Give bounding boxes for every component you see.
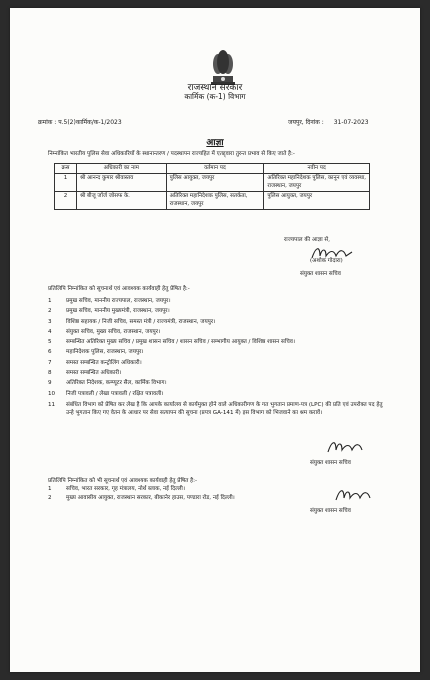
by-order-text: राज्यपाल की आज्ञा से, [284, 237, 330, 243]
list-item: 8 समस्त सम्बन्धित अधिकारी। [48, 370, 122, 377]
copy-intro-text: प्रतिलिपि निम्नांकित को भी सूचनार्थ एवं आवश्यक कार्यवाही हेतु प्रेषित है:- [48, 478, 197, 484]
list-item: 4 संयुक्त सचिव, मुख्य सचिव, राजस्थान, जयपुर। [48, 328, 161, 335]
table-row [55, 174, 370, 192]
table-header-row [55, 164, 370, 174]
order-date: 31-07-2023 [333, 119, 369, 126]
order-intro: निम्नांकित भारतीय पुलिस सेवा अधिकारियों के स्थानान्तरण / पदस्थापन राज्यहित में एतद्द्वारा तुरन्त प्रभाव से किए जाते है:- [48, 151, 295, 157]
list-item: 2 मुख्य आवासीय आयुक्त, राजस्थान सरकार, बीकानेर हाउस, पण्डारा रोड, नई दिल्ली। [48, 494, 235, 501]
signatory-designation: संयुक्त शासन सचिव [310, 460, 351, 466]
order-number: क्रमांक : प.5(2)कार्मिक/क-1/2023 [38, 119, 122, 126]
table-cell: पुलिस आयुक्त, जयपुर [166, 174, 264, 192]
list-item: 5 सम्बन्धित अतिरिक्त मुख्य सचिव / प्रमुख शासन सचिव / शासन सचिव / सम्भागीय आयुक्त / विशिष्ठ शासन सचिव। [48, 339, 296, 346]
column-header: क्रस [55, 164, 77, 174]
column-header: अधिकारी का नाम [76, 164, 166, 174]
signatory-name: (अशोक गोदारा) [310, 258, 343, 264]
government-name: राजस्थान सरकार [187, 83, 243, 93]
table-cell: अतिरिक्त महानिदेशक पुलिस, कानून एवं व्यवस्था, राजस्थान, जयपुर [264, 174, 370, 192]
list-item: 1 प्रमुख सचिव, माननीय राज्यपाल, राजस्थान, जयपुर। [48, 298, 171, 304]
copy-list-intro [48, 284, 190, 292]
list-item: 11 संबंधित विभाग को प्रेषित कर लेख है कि आपके कार्यालय से कार्यमुक्त होने वाले अधिकारीगण के गत भुगतान प्रमाण-पत्र (LPC) की प्रति एवं उपरोक्त पद हेतु उन्हे भुगतान किए गए वेतन के आधार पर सेवा सत्यापन की सूचना (प्रपत्र GA-141 में) इस विभाग को भिजवाने का श्रम करावें। [48, 401, 383, 417]
department-name: कार्मिक (क-1) विभाग [184, 92, 246, 101]
table-cell: पुलिस आयुक्त, जयपुर [264, 192, 370, 210]
copy-intro-text: प्रतिलिपि निम्नांकित को सूचनार्थ एवं आवश्यक कार्यवाही हेतु प्रेषित है:- [48, 286, 190, 292]
place-date-label: जयपुर, दिनांक : [288, 119, 324, 126]
transfer-table [54, 163, 370, 210]
list-item: 6 महानिदेशक पुलिस, राजस्थान, जयपुर। [48, 349, 144, 356]
list-item: 7 समस्त सम्बन्धित कन्ट्रोलिंग अधिकारी। [48, 359, 142, 366]
copy-list [48, 298, 388, 417]
table-cell: 1 [55, 174, 77, 192]
column-header: वर्तमान पद [166, 164, 264, 174]
table-cell: श्री बीजू जॉर्ज जोसफ के. [76, 192, 166, 210]
list-item: 9 अतिरिक्त निदेशक, कम्प्यूटर सैल, कार्मिक विभाग। [48, 380, 167, 387]
list-item: 2 प्रमुख सचिव, माननीय मुख्यमंत्री, राजस्थान, जयपुर। [48, 308, 170, 315]
table-cell: अतिरिक्त महानिदेशक पुलिस, सतर्कता, राजस्थान, जयपुर [166, 192, 264, 210]
list-item: 1 सचिव, भारत सरकार, गृह मंत्रालय, नोर्थ ब्लाक, नई दिल्ली। [48, 486, 185, 492]
copy-list-2-intro [48, 476, 197, 484]
document-page [10, 8, 420, 672]
table-cell: 2 [55, 192, 77, 210]
table-row [55, 192, 370, 210]
order-title: आज्ञा [206, 138, 224, 148]
signatory-designation: संयुक्त शासन सचिव [310, 508, 351, 514]
order-place-date [288, 118, 369, 126]
list-item: 10 निजी पत्रावली / लेखा पत्रावली / रक्षित पत्रावली। [48, 390, 164, 397]
table-cell: श्री आनन्द कुमार श्रीवास्तव [76, 174, 166, 192]
list-item: 3 विशिष्ठ सहायक / निजी सचिव, समस्त मंत्री / राज्यमंत्री, राजस्थान, जयपुर। [48, 318, 216, 325]
signatory-designation: संयुक्त शासन सचिव [300, 271, 341, 277]
column-header: नवीन पद [264, 164, 370, 174]
signature-mark [334, 486, 374, 504]
signature-mark [326, 438, 366, 456]
